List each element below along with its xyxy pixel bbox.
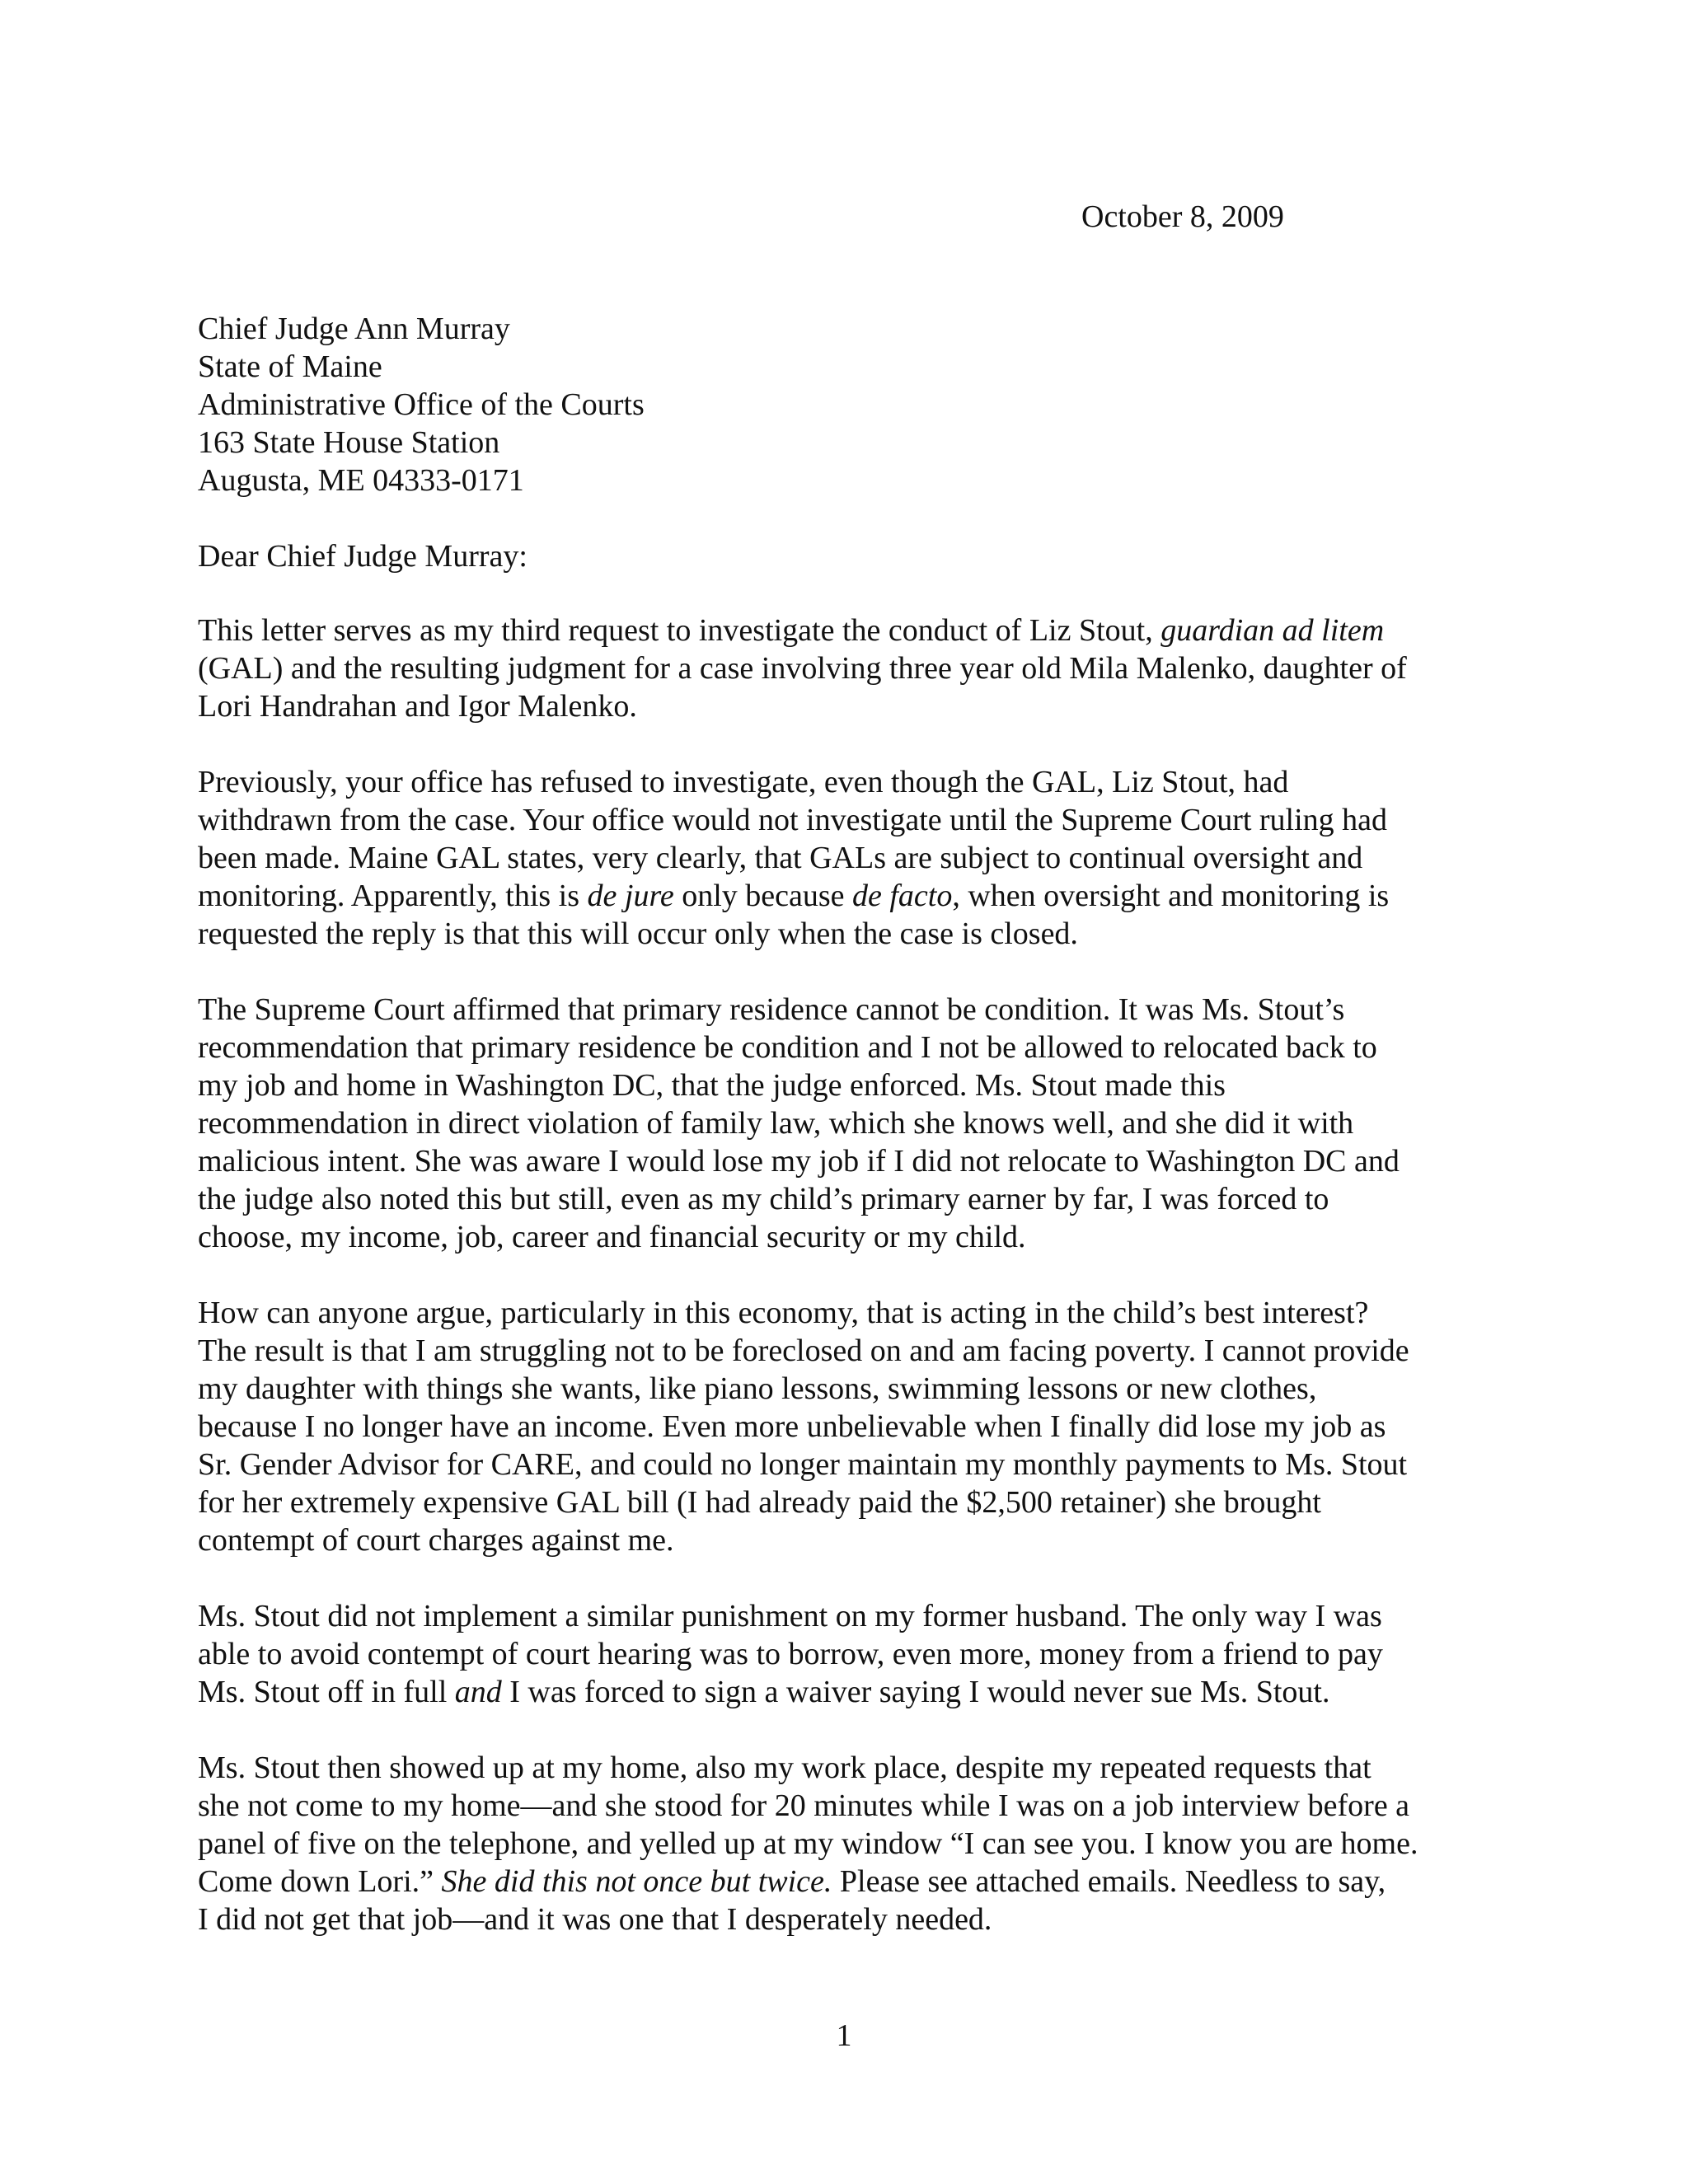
text-run: malicious intent. She was aware I would lose my job if I did not relocate to Washington DC and [198, 1144, 1400, 1179]
recipient-line: Administrative Office of the Courts [198, 387, 645, 422]
body-paragraph [198, 1294, 1517, 1559]
letter-date: October 8, 2009 [1081, 199, 1284, 234]
text-run: , when oversight and monitoring is [952, 879, 1390, 913]
body-line [198, 915, 1517, 953]
text-run: only because [673, 879, 852, 913]
body-paragraph [198, 1597, 1517, 1711]
italic-text: de jure [587, 879, 674, 913]
text-run: choose, my income, job, career and financial security or my child. [198, 1220, 1026, 1254]
text-run: I was forced to sign a waiver saying I would never sue Ms. Stout. [501, 1675, 1330, 1709]
italic-text: de facto [852, 879, 953, 913]
text-run: panel of five on the telephone, and yelled up at my window “I can see you. I know you are home. [198, 1826, 1418, 1861]
text-run: This letter serves as my third request to investigate the conduct of Liz Stout, [198, 613, 1161, 648]
text-run: she not come to my home—and she stood for 20 minutes while I was on a job interview before a [198, 1788, 1410, 1823]
body-paragraph [198, 763, 1517, 953]
text-run: Lori Handrahan and Igor Malenko. [198, 689, 637, 724]
recipient-line: State of Maine [198, 349, 382, 384]
text-run: (GAL) and the resulting judgment for a case involving three year old Mila Malenko, daughter of [198, 651, 1407, 686]
letter-body [198, 612, 1517, 1976]
body-line [198, 1104, 1517, 1142]
body-line [198, 1218, 1517, 1256]
body-line [198, 1521, 1517, 1559]
body-paragraph [198, 612, 1517, 725]
text-run: my daughter with things she wants, like piano lessons, swimming lessons or new clothes, [198, 1371, 1317, 1406]
page-number: 1 [836, 2018, 852, 2053]
italic-text: and [454, 1675, 502, 1709]
body-line [198, 1749, 1517, 1787]
recipient-line: Chief Judge Ann Murray [198, 312, 510, 346]
text-run: requested the reply is that this will occur only when the case is closed. [198, 916, 1078, 951]
italic-text: She did this not once but twice. [441, 1864, 832, 1899]
body-line [198, 1180, 1517, 1218]
text-run: Please see attached emails. Needless to say, [832, 1864, 1386, 1899]
body-line [198, 1483, 1517, 1521]
recipient-line: 163 State House Station [198, 425, 500, 460]
text-run: monitoring. Apparently, this is [198, 879, 588, 913]
body-line [198, 1446, 1517, 1483]
body-line [198, 1597, 1517, 1635]
text-run: able to avoid contempt of court hearing was to borrow, even more, money from a friend to pay [198, 1637, 1383, 1671]
recipient-address [198, 310, 1517, 499]
body-line [198, 1863, 1517, 1900]
text-run: Come down Lori.” [198, 1864, 442, 1899]
salutation: Dear Chief Judge Murray: [198, 539, 528, 574]
body-paragraph [198, 1749, 1517, 1938]
body-line [198, 1825, 1517, 1863]
body-line [198, 877, 1517, 915]
body-line [198, 1332, 1517, 1370]
body-line [198, 801, 1517, 839]
body-line [198, 1066, 1517, 1104]
text-run: withdrawn from the case. Your office would not investigate until the Supreme Court ruling had [198, 803, 1388, 837]
text-run: I did not get that job—and it was one that I desperately needed. [198, 1902, 992, 1937]
body-line [198, 1408, 1517, 1446]
body-line [198, 991, 1517, 1029]
text-run: The result is that I am struggling not to be foreclosed on and am facing poverty. I cannot provide [198, 1333, 1409, 1368]
body-line [198, 1900, 1517, 1938]
body-line [198, 1029, 1517, 1066]
text-run: Sr. Gender Advisor for CARE, and could no longer maintain my monthly payments to Ms. Stout [198, 1447, 1408, 1482]
body-line [198, 1673, 1517, 1711]
body-line [198, 1370, 1517, 1408]
body-line [198, 839, 1517, 877]
body-line [198, 612, 1517, 649]
body-line [198, 1142, 1517, 1180]
text-run: Previously, your office has refused to investigate, even though the GAL, Liz Stout, had [198, 765, 1289, 799]
text-run: for her extremely expensive GAL bill (I had already paid the $2,500 retainer) she brought [198, 1485, 1321, 1520]
text-run: Ms. Stout did not implement a similar punishment on my former husband. The only way I was [198, 1599, 1382, 1633]
text-run: because I no longer have an income. Even more unbelievable when I finally did lose my job as [198, 1409, 1386, 1444]
italic-text: guardian ad litem [1160, 613, 1385, 648]
text-run: the judge also noted this but still, even as my child’s primary earner by far, I was forced to [198, 1182, 1329, 1216]
text-run: my job and home in Washington DC, that the judge enforced. Ms. Stout made this [198, 1068, 1226, 1103]
recipient-line: Augusta, ME 04333-0171 [198, 463, 524, 498]
text-run: contempt of court charges against me. [198, 1523, 674, 1558]
body-line [198, 687, 1517, 725]
body-line [198, 649, 1517, 687]
body-line [198, 1635, 1517, 1673]
text-run: recommendation that primary residence be condition and I not be allowed to relocated back to [198, 1030, 1377, 1065]
text-run: Ms. Stout off in full [198, 1675, 455, 1709]
text-run: Ms. Stout then showed up at my home, also my work place, despite my repeated requests that [198, 1750, 1372, 1785]
text-run: The Supreme Court affirmed that primary residence cannot be condition. It was Ms. Stout’s [198, 992, 1345, 1027]
body-line [198, 1787, 1517, 1825]
text-run: How can anyone argue, particularly in this economy, that is acting in the child’s best interest? [198, 1296, 1369, 1330]
body-line [198, 763, 1517, 801]
body-line [198, 1294, 1517, 1332]
body-paragraph [198, 991, 1517, 1256]
text-run: recommendation in direct violation of family law, which she knows well, and she did it with [198, 1106, 1354, 1141]
text-run: been made. Maine GAL states, very clearly, that GALs are subject to continual oversight and [198, 841, 1363, 875]
